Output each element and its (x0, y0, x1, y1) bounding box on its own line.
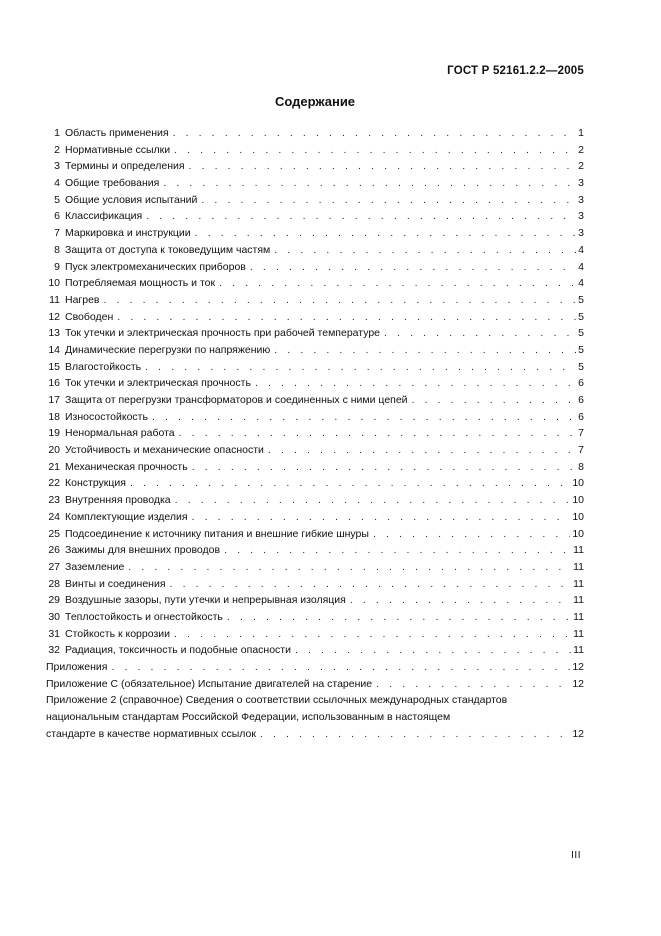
toc-entry-number: 23 (48, 494, 60, 507)
toc-entry-page: 1 (578, 127, 584, 139)
toc-entry-page: 4 (578, 260, 584, 273)
toc-entry-page: 11 (573, 577, 584, 590)
toc-entry-page: 11 (573, 560, 584, 573)
toc-entry-number: 12 (48, 310, 60, 323)
toc-entry-number: 1 (54, 127, 60, 139)
toc-entry-page: 7 (578, 427, 584, 440)
toc-entry-label: Ток утечки и электрическая прочность при рабочей температуре (65, 327, 381, 340)
toc-entry[interactable] (46, 309, 584, 326)
table-of-contents (46, 125, 584, 742)
toc-entry-label: Динамические перегрузки по напряжению (65, 343, 271, 356)
leader-dots (260, 726, 570, 743)
toc-entry-number: 29 (48, 594, 60, 607)
toc-entry[interactable] (46, 492, 584, 509)
toc-entry[interactable] (46, 459, 584, 476)
toc-entry-label: Подсоединение к источнику питания и внешние гибкие шнуры (65, 527, 369, 540)
toc-entry-label: Нагрев (65, 293, 100, 306)
document-code: ГОСТ Р 52161.2.2—2005 (447, 65, 584, 77)
toc-entry[interactable] (46, 559, 584, 576)
toc-entry-page: 12 (572, 661, 584, 673)
toc-entry[interactable] (46, 526, 584, 543)
leader-dots (219, 275, 576, 292)
toc-entry[interactable] (46, 158, 584, 175)
toc-entry[interactable] (46, 125, 584, 142)
leader-dots (130, 475, 570, 492)
toc-entry-number: 20 (48, 444, 60, 457)
leader-dots (195, 225, 576, 242)
toc-entry-page: 3 (578, 210, 584, 223)
toc-entry[interactable] (46, 659, 584, 676)
toc-entry-page: 8 (578, 460, 584, 473)
toc-entry-page: 5 (578, 327, 584, 340)
toc-entry-annex-2[interactable] (46, 692, 584, 709)
toc-entry-page: 5 (578, 293, 584, 306)
toc-entry-page: 5 (578, 310, 584, 323)
toc-entry-label: Ток утечки и электрическая прочность (65, 377, 251, 390)
toc-entry-number: 2 (54, 143, 60, 156)
toc-entry[interactable] (46, 192, 584, 209)
toc-entry-annex-2-cont (46, 726, 584, 743)
leader-dots (146, 208, 576, 225)
toc-entry[interactable] (46, 175, 584, 192)
leader-dots (295, 642, 571, 659)
leader-dots (179, 425, 577, 442)
toc-entry-label: Свободен (65, 310, 114, 323)
toc-entry-page: 11 (573, 544, 584, 557)
toc-entry-number: 15 (48, 360, 60, 373)
toc-entry-page: 10 (572, 527, 584, 540)
leader-dots (145, 359, 576, 376)
toc-entry-label: Приложение 2 (справочное) Сведения о соответствии ссылочных международных стандартов (46, 694, 508, 707)
toc-entry[interactable] (46, 576, 584, 593)
toc-entry-page: 2 (578, 143, 584, 156)
toc-entry-number: 16 (48, 377, 60, 390)
leader-dots (163, 175, 576, 192)
toc-entry-label: Радиация, токсичность и подобные опасности (65, 644, 291, 657)
toc-entry-number: 10 (48, 277, 60, 290)
toc-entry-number: 19 (48, 427, 60, 440)
leader-dots (170, 576, 572, 593)
leader-dots (274, 242, 576, 259)
toc-entry-number: 27 (48, 560, 60, 573)
toc-entry-label: Влагостойкость (65, 360, 142, 373)
toc-entry[interactable] (46, 275, 584, 292)
toc-entry-page: 11 (573, 610, 584, 623)
leader-dots (268, 442, 576, 459)
toc-entry[interactable] (46, 292, 584, 309)
page-number: III (571, 850, 581, 861)
toc-entry-page: 6 (578, 377, 584, 390)
toc-entry-number: 17 (48, 394, 60, 406)
page-title: Содержание (274, 94, 356, 109)
toc-entry-number: 32 (48, 644, 60, 657)
toc-entry-annex-2-cont (46, 709, 584, 726)
toc-entry[interactable] (46, 425, 584, 442)
toc-entry-page: 11 (573, 644, 584, 657)
toc-entry-label: Износостойкость (65, 410, 148, 423)
toc-entry-number: 11 (49, 293, 60, 306)
toc-entry-label: Воздушные зазоры, пути утечки и непрерывная изоляция (65, 594, 346, 607)
toc-entry-label: Теплостойкость и огнестойкость (65, 610, 223, 623)
leader-dots (373, 526, 570, 543)
toc-entry-page: 5 (578, 360, 584, 373)
toc-entry-number: 8 (54, 243, 60, 256)
toc-entry-number: 18 (48, 410, 60, 423)
leader-dots (376, 676, 570, 693)
toc-entry-label: Устойчивость и механические опасности (65, 444, 264, 457)
leader-dots (412, 392, 577, 409)
toc-entry-number: 26 (48, 544, 60, 557)
toc-entry-label: Общие условия испытаний (65, 193, 198, 206)
toc-entry-label: Винты и соединения (65, 577, 166, 590)
leader-dots (384, 325, 576, 342)
toc-entry-page: 4 (578, 243, 584, 256)
toc-entry-label: Область применения (65, 127, 169, 139)
toc-entry-page: 2 (578, 160, 584, 173)
toc-entry[interactable] (46, 409, 584, 426)
toc-entry-label: Стойкость к коррозии (65, 627, 170, 640)
toc-entry-label: стандарте в качестве нормативных ссылок (46, 727, 256, 740)
toc-entry-page: 6 (578, 410, 584, 423)
toc-entry-page: 3 (578, 227, 584, 240)
toc-entry[interactable] (46, 342, 584, 359)
leader-dots (201, 192, 576, 209)
toc-entry-label: Комплектующие изделия (65, 510, 188, 523)
toc-entry-number: 7 (54, 227, 60, 240)
leader-dots (104, 292, 577, 309)
toc-entry-page: 3 (578, 177, 584, 190)
toc-entry-number: 6 (54, 210, 60, 223)
toc-entry-page: 12 (572, 727, 584, 740)
toc-entry-number: 25 (48, 527, 60, 540)
leader-dots (111, 659, 570, 676)
toc-entry-number: 31 (48, 627, 60, 640)
toc-entry-label: Ненормальная работа (65, 427, 175, 440)
toc-entry-label: Термины и определения (65, 160, 185, 173)
leader-dots (174, 626, 571, 643)
toc-entry[interactable] (46, 442, 584, 459)
toc-entry-label: Конструкция (65, 477, 126, 490)
toc-entry[interactable] (46, 259, 584, 276)
toc-entry-number: 13 (48, 327, 60, 340)
leader-dots (117, 309, 576, 326)
leader-dots (350, 592, 571, 609)
toc-entry-label: Классификация (65, 210, 143, 223)
toc-entry-page: 3 (578, 193, 584, 206)
toc-entry-number: 3 (54, 160, 60, 173)
leader-dots (192, 509, 571, 526)
toc-entry-page: 12 (572, 677, 584, 690)
toc-entry-number: 14 (48, 343, 60, 356)
toc-entry-label: Защита от доступа к токоведущим частям (65, 243, 271, 256)
toc-entry[interactable] (46, 509, 584, 526)
toc-entry-label: Внутренняя проводка (65, 494, 171, 507)
toc-entry[interactable] (46, 626, 584, 643)
toc-entry-page: 11 (573, 594, 584, 607)
toc-entry-number: 21 (48, 460, 60, 473)
toc-entry[interactable] (46, 375, 584, 392)
toc-entry[interactable] (46, 592, 584, 609)
leader-dots (255, 375, 576, 392)
toc-entry-number: 22 (48, 477, 60, 490)
toc-entry-page: 10 (572, 494, 584, 507)
toc-entry-label: Заземление (65, 560, 125, 573)
leader-dots (173, 125, 577, 142)
toc-entry-label: национальным стандартам Российской Федерации, использованным в настоящем (46, 711, 451, 724)
toc-entry-label: Приложения (46, 661, 108, 673)
toc-entry-label: Нормативные ссылки (65, 143, 171, 156)
toc-entry-page: 4 (578, 277, 584, 290)
toc-entry[interactable] (46, 242, 584, 259)
toc-entry-label: Маркировка и инструкции (65, 227, 191, 240)
toc-entry-page: 5 (578, 343, 584, 356)
leader-dots (152, 409, 576, 426)
toc-entry[interactable] (46, 359, 584, 376)
toc-entry[interactable] (46, 325, 584, 342)
toc-entry[interactable] (46, 642, 584, 659)
toc-entry-page: 6 (578, 394, 584, 406)
toc-entry-label: Зажимы для внешних проводов (65, 544, 221, 557)
toc-entry-number: 5 (54, 193, 60, 206)
toc-entry-label: Механическая прочность (65, 460, 188, 473)
leader-dots (175, 492, 571, 509)
toc-entry[interactable] (46, 225, 584, 242)
toc-entry[interactable] (46, 392, 584, 409)
toc-entry-number: 9 (54, 260, 60, 273)
toc-entry[interactable] (46, 142, 584, 159)
toc-entry-label: Потребляемая мощность и ток (65, 277, 216, 290)
leader-dots (250, 259, 576, 276)
toc-entry-label: Общие требования (65, 177, 160, 190)
toc-entry-number: 30 (48, 610, 60, 623)
leader-dots (224, 542, 571, 559)
toc-entry[interactable] (46, 475, 584, 492)
toc-entry-label: Приложение С (обязательное) Испытание двигателей на старение (46, 677, 373, 690)
leader-dots (174, 142, 576, 159)
toc-entry-number: 24 (48, 510, 60, 523)
leader-dots (274, 342, 576, 359)
toc-entry-label: Защита от перегрузки трансформаторов и соединенных с ними цепей (65, 394, 408, 406)
toc-entry-page: 11 (573, 627, 584, 640)
toc-entry-number: 4 (54, 177, 60, 190)
leader-dots (192, 459, 576, 476)
toc-entry[interactable] (46, 609, 584, 626)
leader-dots (227, 609, 571, 626)
toc-entry-page: 10 (572, 477, 584, 490)
toc-entry[interactable] (46, 208, 584, 225)
toc-entry-page: 7 (578, 444, 584, 457)
toc-entry-label: Пуск электромеханических приборов (65, 260, 246, 273)
leader-dots (189, 158, 577, 175)
toc-entry[interactable] (46, 676, 584, 693)
toc-entry[interactable] (46, 542, 584, 559)
toc-entry-page: 10 (572, 510, 584, 523)
leader-dots (128, 559, 571, 576)
toc-entry-number: 28 (48, 577, 60, 590)
